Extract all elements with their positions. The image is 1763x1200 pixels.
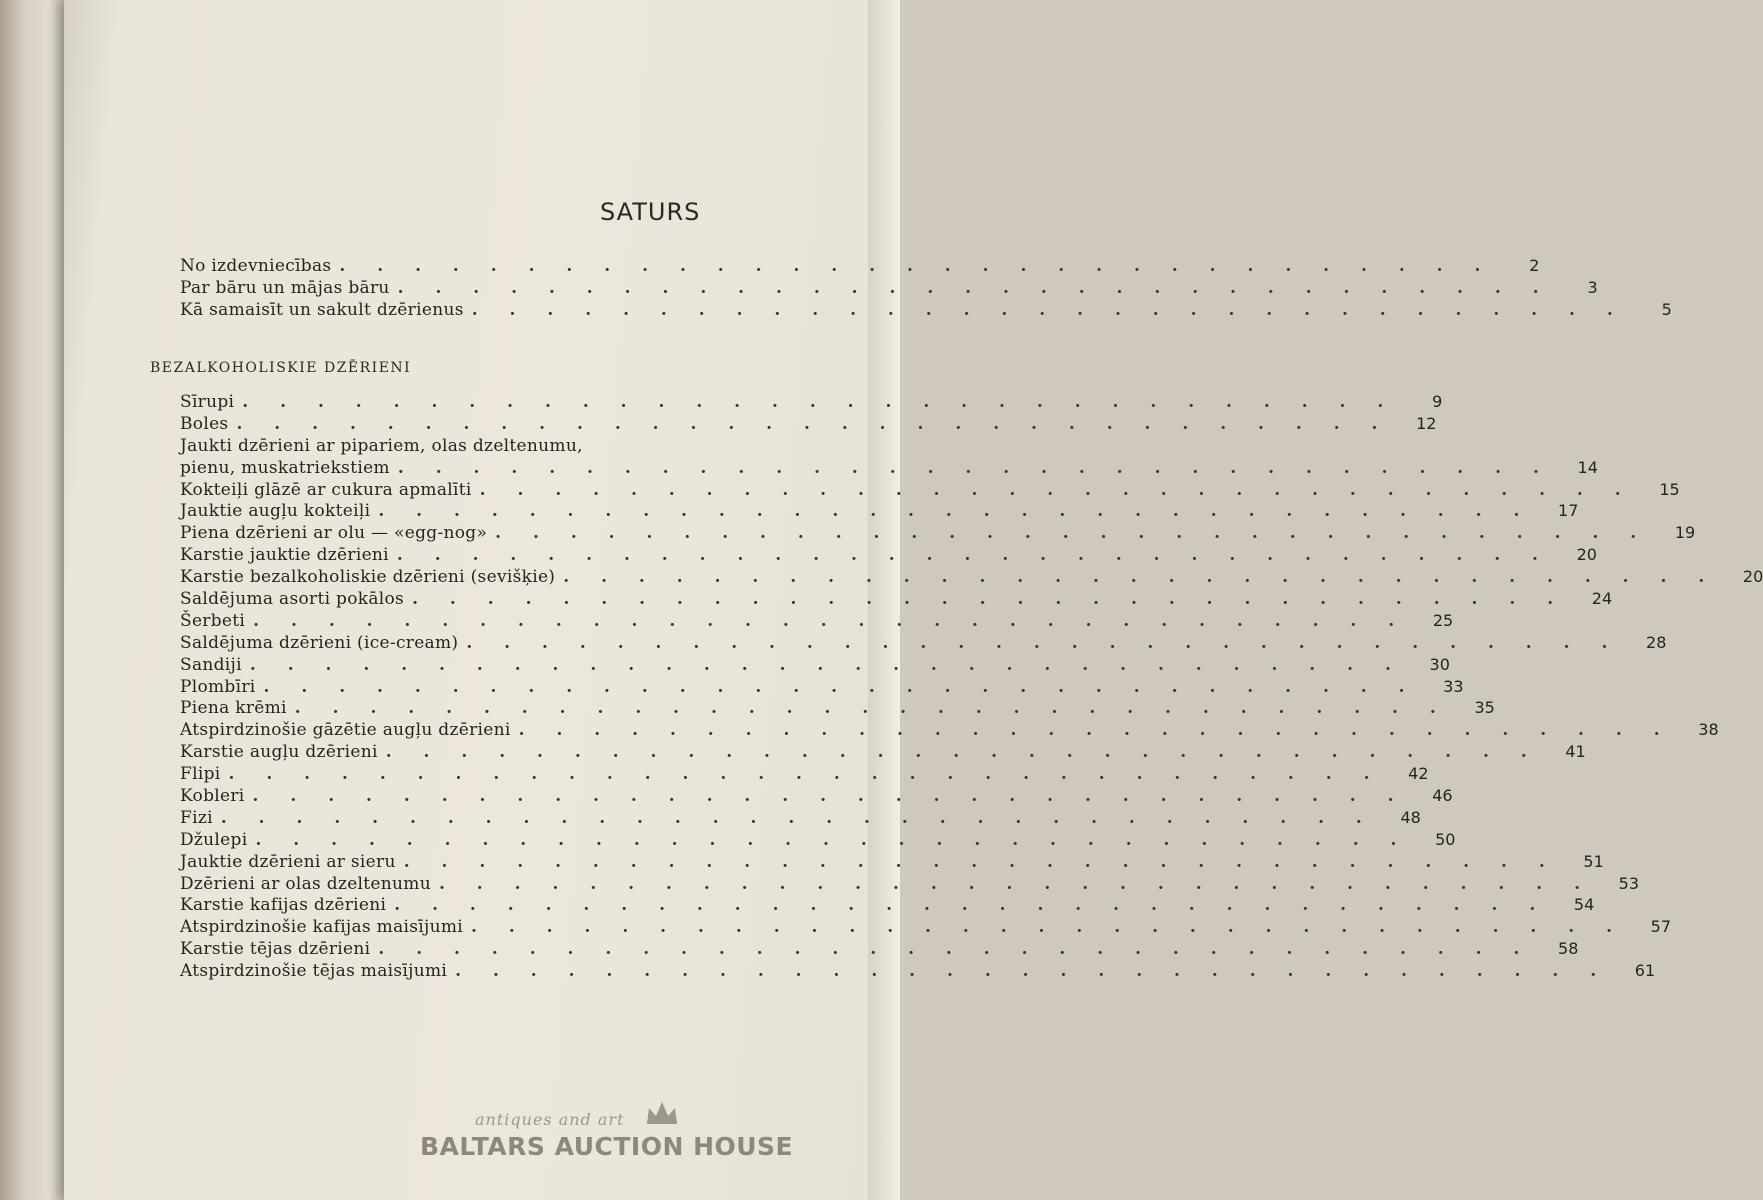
dot-leader: . . . . . . . . . . . . . . . . . . . . . . . . . . . . . . . bbox=[471, 917, 1626, 938]
page-title: SATURS bbox=[600, 198, 701, 226]
toc-row bbox=[180, 654, 1450, 677]
toc-entry-label: Plombīri bbox=[180, 676, 256, 697]
toc-page-number: 20 bbox=[1742, 567, 1763, 587]
toc-entry-label: Karstie kafijas dzērieni bbox=[180, 895, 387, 916]
toc-page-number: 3 bbox=[1587, 277, 1598, 297]
dot-leader: . . . . . . . . . . . . . . . . . . . . . . . . . . . . . . . bbox=[397, 277, 1552, 298]
toc-page-number: 51 bbox=[1583, 851, 1604, 871]
toc-entry-label: Karstie tējas dzērieni bbox=[180, 939, 371, 960]
toc-row bbox=[180, 917, 1672, 939]
auction-watermark bbox=[420, 1110, 820, 1180]
toc-entry-label: Atspirdzinošie tējas maisījumi bbox=[180, 961, 448, 982]
toc-page-number: 14 bbox=[1577, 457, 1598, 477]
toc-page-number: 17 bbox=[1558, 501, 1579, 521]
toc-page-number: 24 bbox=[1591, 589, 1613, 609]
toc-page-number: 9 bbox=[1432, 392, 1443, 411]
toc-page-number: 50 bbox=[1435, 829, 1456, 849]
toc-row bbox=[180, 479, 1680, 502]
dot-leader: . . . . . . . . . . . . . . . . . . . . . . . . . . . . . . . bbox=[471, 299, 1626, 320]
toc-entry-label: Atspirdzinošie kafijas maisījumi bbox=[180, 917, 463, 938]
toc-entry-label: Atspirdzinošie gāzētie augļu dzērieni bbox=[180, 720, 511, 741]
dot-leader: . . . . . . . . . . . . . . . . . . . . . . . . . . . . . . . bbox=[242, 392, 1397, 412]
toc-row bbox=[180, 501, 1579, 523]
toc-entry-label: No izdevniecības bbox=[180, 256, 332, 276]
toc-row bbox=[180, 523, 1696, 545]
intro-toc-row bbox=[180, 277, 1598, 300]
toc-entry-label: Dzērieni ar olas dzeltenumu bbox=[180, 873, 431, 894]
toc-page-number: 5 bbox=[1661, 299, 1672, 319]
section-title: BEZALKOHOLISKIE DZĒRIENI bbox=[150, 360, 412, 376]
toc-page-number: 15 bbox=[1659, 479, 1680, 499]
dot-leader: . . . . . . . . . . . . . . . . . . . . . . . . . . . . . . . bbox=[236, 413, 1391, 434]
watermark-name: BALTARS AUCTION HOUSE bbox=[420, 1132, 794, 1161]
toc-page-number: 19 bbox=[1674, 523, 1696, 543]
toc-row bbox=[180, 413, 1437, 436]
toc-page-number: 20 bbox=[1576, 545, 1597, 565]
toc-page-number: 35 bbox=[1474, 698, 1495, 718]
toc-row bbox=[180, 742, 1586, 764]
dot-leader: . . . . . . . . . . . . . . . . . . . . . . . . . . . . . . . bbox=[339, 256, 1494, 276]
toc-row bbox=[180, 567, 1763, 589]
dot-leader: . . . . . . . . . . . . . . . . . . . . . . . . . . . . . . . bbox=[378, 939, 1533, 960]
toc-entry-label: Boles bbox=[180, 413, 229, 434]
toc-row bbox=[180, 632, 1667, 655]
toc-page-number: 41 bbox=[1565, 742, 1586, 762]
toc-entry-label: Sandiji bbox=[180, 654, 242, 675]
dot-leader: . . . . . . . . . . . . . . . . . . . . . . . . . . . . . . . bbox=[466, 632, 1621, 653]
toc-entry-label: Jauktie dzērieni ar sieru bbox=[180, 851, 396, 872]
toc-entry-label: Kā samaisīt un sakult dzērienus bbox=[180, 299, 464, 320]
toc-row bbox=[180, 698, 1495, 720]
toc-page-number: 25 bbox=[1432, 610, 1454, 630]
toc-entry-label: Fizi bbox=[180, 807, 213, 828]
toc-page-number: 61 bbox=[1634, 961, 1656, 981]
dot-leader: . . . . . . . . . . . . . . . . . . . . . . . . . . . . . . . bbox=[220, 807, 1375, 828]
dot-leader: . . . . . . . . . . . . . . . . . . . . . . . . . . . . . . . bbox=[263, 676, 1418, 697]
toc-page-number: 33 bbox=[1443, 676, 1464, 696]
toc-row bbox=[180, 589, 1613, 611]
toc-page-number: 2 bbox=[1529, 256, 1540, 275]
toc-page-number: 48 bbox=[1400, 807, 1421, 827]
toc-entry-label: Karstie jauktie dzērieni bbox=[180, 545, 389, 566]
dot-leader: . . . . . . . . . . . . . . . . . . . . . . . . . . . . . . . bbox=[249, 654, 1404, 675]
dot-leader: . . . . . . . . . . . . . . . . . . . . . . . . . . . . . . . bbox=[228, 764, 1383, 785]
dot-leader: . . . . . . . . . . . . . . . . . . . . . . . . . . . . . . . bbox=[495, 523, 1650, 544]
dot-leader: . . . . . . . . . . . . . . . . . . . . . . . . . . . . . . . bbox=[378, 501, 1533, 522]
toc-row bbox=[180, 457, 1598, 480]
dot-leader: . . . . . . . . . . . . . . . . . . . . . . . . . . . . . . . bbox=[253, 610, 1408, 631]
toc-entry-label: Flipi bbox=[180, 764, 221, 785]
toc-entry-label: Jaukti dzērieni ar pipariem, olas dzeltenumu, bbox=[180, 435, 583, 456]
toc-page-number: 42 bbox=[1408, 764, 1429, 784]
left-page-edge bbox=[0, 0, 70, 1200]
toc-entry-label: Jauktie augļu kokteiļi bbox=[180, 501, 371, 522]
toc-entry-label: Karstie bezalkoholiskie dzērieni (sevišķie) bbox=[180, 567, 556, 588]
toc-entry-label: Piena krēmi bbox=[180, 698, 287, 719]
toc-page-number: 30 bbox=[1429, 654, 1450, 674]
toc-page-number: 12 bbox=[1416, 413, 1437, 433]
dot-leader: . . . . . . . . . . . . . . . . . . . . . . . . . . . . . . . bbox=[403, 851, 1558, 872]
intro-toc-list bbox=[180, 256, 1672, 322]
toc-page-number: 53 bbox=[1618, 873, 1639, 893]
watermark-tagline: antiques and art bbox=[475, 1110, 625, 1129]
toc-entry-label: Šerbeti bbox=[180, 610, 246, 631]
toc-entry-label: Sīrupi bbox=[180, 392, 235, 412]
toc-row bbox=[180, 829, 1456, 852]
dot-leader: . . . . . . . . . . . . . . . . . . . . . . . . . . . . . . . bbox=[412, 589, 1567, 610]
toc-entry-label: Par bāru un mājas bāru bbox=[180, 277, 390, 298]
toc-row bbox=[180, 873, 1639, 896]
toc-row bbox=[180, 436, 735, 458]
dot-leader: . . . . . . . . . . . . . . . . . . . . . . . . . . . . . . . bbox=[394, 895, 1549, 916]
toc-row bbox=[180, 895, 1595, 917]
crown-icon bbox=[645, 1100, 679, 1126]
dot-leader: . . . . . . . . . . . . . . . . . . . . . . . . . . . . . . . bbox=[563, 567, 1718, 588]
dot-leader: . . . . . . . . . . . . . . . . . . . . . . . . . . . . . . . bbox=[396, 545, 1551, 566]
toc-entry-label: Saldējuma asorti pokālos bbox=[180, 589, 405, 610]
toc-page-number: 54 bbox=[1573, 895, 1595, 915]
toc-row bbox=[180, 545, 1597, 567]
toc-page-number: 46 bbox=[1432, 786, 1453, 806]
toc-row bbox=[180, 720, 1719, 742]
dot-leader: . . . . . . . . . . . . . . . . . . . . . . . . . . . . . . . bbox=[252, 786, 1407, 807]
toc-page-number: 38 bbox=[1698, 720, 1719, 740]
dot-leader: . . . . . . . . . . . . . . . . . . . . . . . . . . . . . . . bbox=[397, 457, 1552, 478]
toc-entry-label: Karstie augļu dzērieni bbox=[180, 742, 378, 763]
toc-row bbox=[180, 764, 1429, 786]
toc-page-number: 57 bbox=[1650, 917, 1672, 937]
toc-entry-label: Džulepi bbox=[180, 829, 248, 850]
toc-page-number: 58 bbox=[1558, 939, 1579, 959]
toc-row bbox=[180, 676, 1464, 699]
dot-leader: . . . . . . . . . . . . . . . . . . . . . . . . . . . . . . . bbox=[294, 698, 1449, 719]
toc-row bbox=[180, 786, 1453, 808]
toc-entry-label: Piena dzērieni ar olu — «egg-nog» bbox=[180, 523, 488, 544]
dot-leader: . . . . . . . . . . . . . . . . . . . . . . . . . . . . . . . bbox=[385, 742, 1540, 763]
dot-leader: . . . . . . . . . . . . . . . . . . . . . . . . . . . . . . . bbox=[255, 829, 1410, 850]
dot-leader: . . . . . . . . . . . . . . . . . . . . . . . . . . . . . . . bbox=[518, 720, 1673, 741]
toc-entry-label: pienu, muskatriekstiem bbox=[180, 457, 390, 478]
dot-leader: . . . . . . . . . . . . . . . . . . . . . . . . . . . . . . . bbox=[455, 961, 1610, 982]
toc-row bbox=[180, 392, 1443, 414]
intro-toc-row bbox=[180, 256, 1540, 278]
toc-row bbox=[180, 939, 1579, 961]
entries-toc-list bbox=[180, 392, 1763, 983]
toc-row bbox=[180, 851, 1604, 874]
toc-page-number: 28 bbox=[1646, 632, 1667, 652]
dot-leader: . . . . . . . . . . . . . . . . . . . . . . . . . . . . . . . bbox=[479, 479, 1634, 500]
toc-entry-label: Kobleri bbox=[180, 786, 245, 807]
toc-row bbox=[180, 961, 1656, 983]
toc-row bbox=[180, 610, 1454, 633]
toc-entry-label: Kokteiļi glāzē ar cukura apmalīti bbox=[180, 479, 472, 500]
toc-entry-label: Saldējuma dzērieni (ice-cream) bbox=[180, 632, 459, 653]
toc-row bbox=[180, 807, 1421, 830]
dot-leader: . . . . . . . . . . . . . . . . . . . . . . . . . . . . . . . bbox=[438, 873, 1593, 894]
intro-toc-row bbox=[180, 299, 1672, 322]
